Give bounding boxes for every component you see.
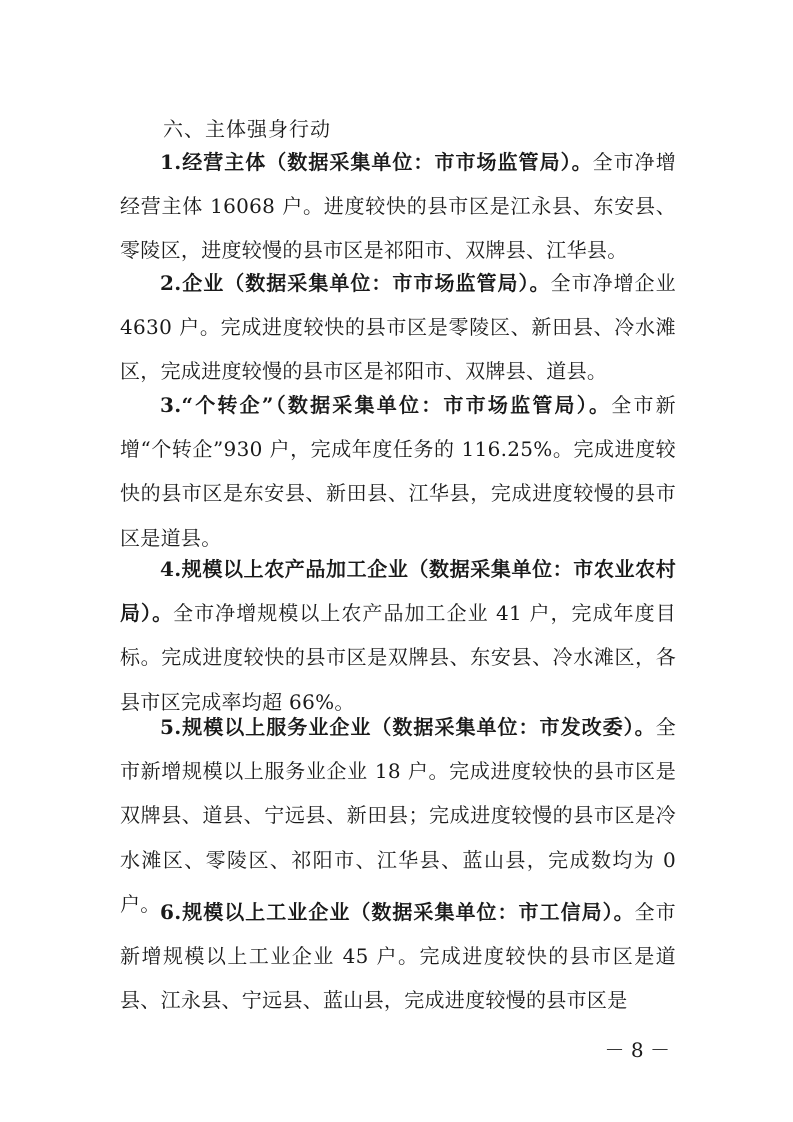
paragraph-business-entities [120,140,676,273]
paragraph-body: 全市新增规模以上服务业企业 18 户。完成进度较快的县市区是双牌县、道县、宁远县、新田县；完成进度较慢的县市区是冷水滩区、零陵区、祁阳市、江华县、蓝山县，完成数均为 0 户。 [120,715,676,916]
paragraph-body: 全市净增经营主体 16068 户。进度较快的县市区是江永县、东安县、零陵区，进度较慢的县市区是祁阳市、双牌县、江华县。 [120,150,677,263]
paragraph-lead: 3.“个转企”（数据采集单位：市市场监管局）。 [160,393,612,417]
section-heading: 六、主体强身行动 [163,117,331,141]
paragraph-industrial-enterprises [120,890,676,1023]
paragraph-lead: 2.企业（数据采集单位：市市场监管局）。 [160,271,551,295]
paragraph-enterprises [120,261,676,394]
paragraph-body: 全市净增规模以上农产品加工企业 41 户，完成年度目标。完成进度较快的县市区是双牌县、东安县、冷水滩区，各县市区完成率均超 66%。 [120,601,676,714]
paragraph-lead: 5.规模以上服务业企业（数据采集单位：市发改委）。 [160,715,656,739]
paragraph-lead: 1.经营主体（数据采集单位：市市场监管局）。 [160,150,593,174]
paragraph-individual-to-enterprise [120,383,676,560]
paragraph-lead: 6.规模以上工业企业（数据采集单位：市工信局）。 [160,900,635,924]
page-number: － 8 － [604,1038,670,1062]
paragraph-body: 全市新增规模以上工业企业 45 户。完成进度较快的县市区是道县、江永县、宁远县、蓝山县，完成进度较慢的县市区是 [120,900,676,1013]
paragraph-agri-processing [120,547,676,724]
paragraph-body: 全市净增企业 4630 户。完成进度较快的县市区是零陵区、新田县、冷水滩区，完成进度较慢的县市区是祁阳市、双牌县、道县。 [120,271,676,384]
paragraph-body: 全市新增“个转企”930 户，完成年度任务的 116.25%。完成进度较快的县市区是东安县、新田县、江华县，完成进度较慢的县市区是道县。 [120,393,676,550]
paragraph-lead: 4.规模以上农产品加工企业（数据采集单位：市农业农村局）。 [120,557,676,626]
